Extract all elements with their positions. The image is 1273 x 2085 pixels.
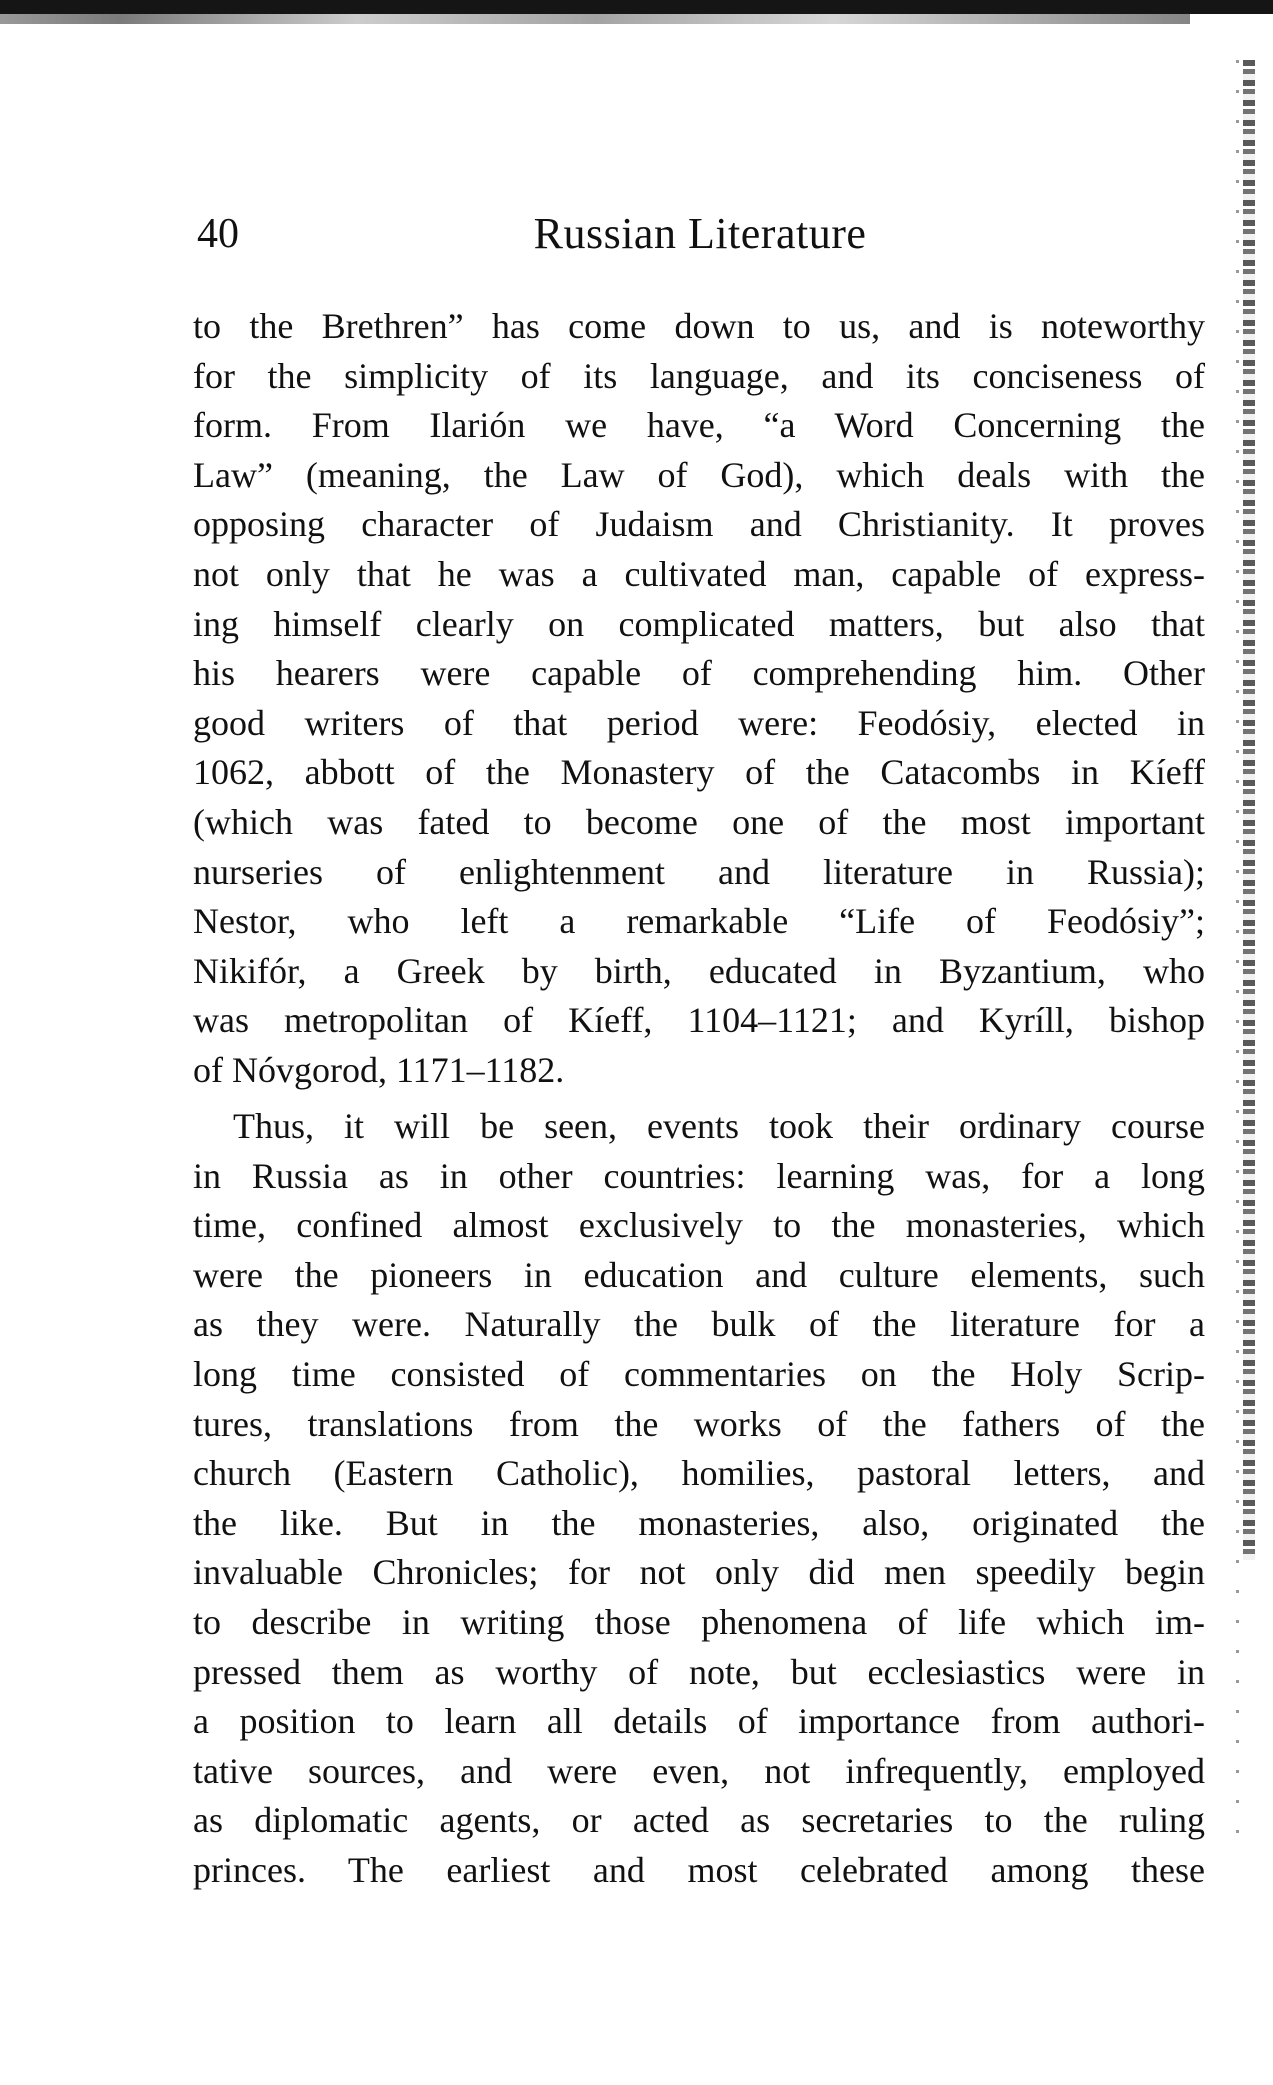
text-line: invaluable Chronicles; for not only did men speedily begin — [193, 1552, 1205, 1593]
text-line: ing himself clearly on complicated matters, but also that — [193, 603, 1205, 644]
text-line: time, confined almost exclusively to the monasteries, which — [193, 1205, 1205, 1246]
text-line: the like. But in the monasteries, also, originated the — [193, 1502, 1205, 1543]
text-line: nurseries of enlightenment and literature in Russia); — [193, 851, 1205, 892]
text-line: form. From Ilarión we have, “a Word Concerning the — [193, 405, 1205, 446]
text-line: good writers of that period were: Feodósiy, elected in — [193, 702, 1205, 743]
paragraph-1 — [193, 302, 1205, 1096]
text-line: long time consisted of commentaries on the Holy Scrip- — [193, 1353, 1205, 1394]
text-line: Thus, it will be seen, events took their ordinary course — [233, 1106, 1205, 1146]
text-line: Law” (meaning, the Law of God), which deals with the — [193, 454, 1205, 495]
text-line: as they were. Naturally the bulk of the literature for a — [193, 1304, 1205, 1345]
text-line: were the pioneers in education and culture elements, such — [193, 1254, 1205, 1295]
text-line: for the simplicity of its language, and its conciseness of — [193, 355, 1205, 396]
paragraph-2 — [193, 1102, 1205, 1896]
text-line: of Nóvgorod, 1171–1182. — [193, 1049, 565, 1090]
text-line: as diplomatic agents, or acted as secretaries to the ruling — [193, 1800, 1205, 1841]
text-line: princes. The earliest and most celebrated among these — [193, 1849, 1205, 1890]
text-line: a position to learn all details of importance from authori- — [193, 1701, 1205, 1742]
scan-top-noise — [0, 14, 1190, 24]
text-line: 1062, abbott of the Monastery of the Catacombs in Kíeff — [193, 752, 1205, 793]
page-number: 40 — [197, 211, 239, 257]
running-title: Russian Literature — [533, 209, 867, 258]
text-line: pressed them as worthy of note, but ecclesiastics were in — [193, 1651, 1205, 1692]
text-line: Nestor, who left a remarkable “Life of Feodósiy”; — [193, 901, 1205, 942]
text-line: to describe in writing those phenomena of life which im- — [193, 1601, 1205, 1642]
text-line: his hearers were capable of comprehending him. Other — [193, 653, 1205, 694]
text-line: was metropolitan of Kíeff, 1104–1121; and Kyríll, bishop — [193, 1000, 1205, 1041]
text-line: opposing character of Judaism and Christianity. It proves — [193, 504, 1205, 545]
scan-right-edge — [1243, 60, 1255, 1560]
text-line: to the Brethren” has come down to us, and is noteworthy — [193, 306, 1205, 346]
text-line: not only that he was a cultivated man, capable of express- — [193, 553, 1205, 594]
text-line: (which was fated to become one of the most important — [193, 801, 1205, 842]
text-line: tative sources, and were even, not infrequently, employed — [193, 1750, 1205, 1791]
text-line: Nikifór, a Greek by birth, educated in Byzantium, who — [193, 950, 1205, 991]
text-line: church (Eastern Catholic), homilies, pastoral letters, and — [193, 1453, 1205, 1494]
text-line: in Russia as in other countries: learning was, for a long — [193, 1155, 1205, 1196]
scan-right-marks — [1236, 60, 1239, 1860]
scan-top-edge — [0, 0, 1273, 14]
text-line: tures, translations from the works of the fathers of the — [193, 1403, 1205, 1444]
